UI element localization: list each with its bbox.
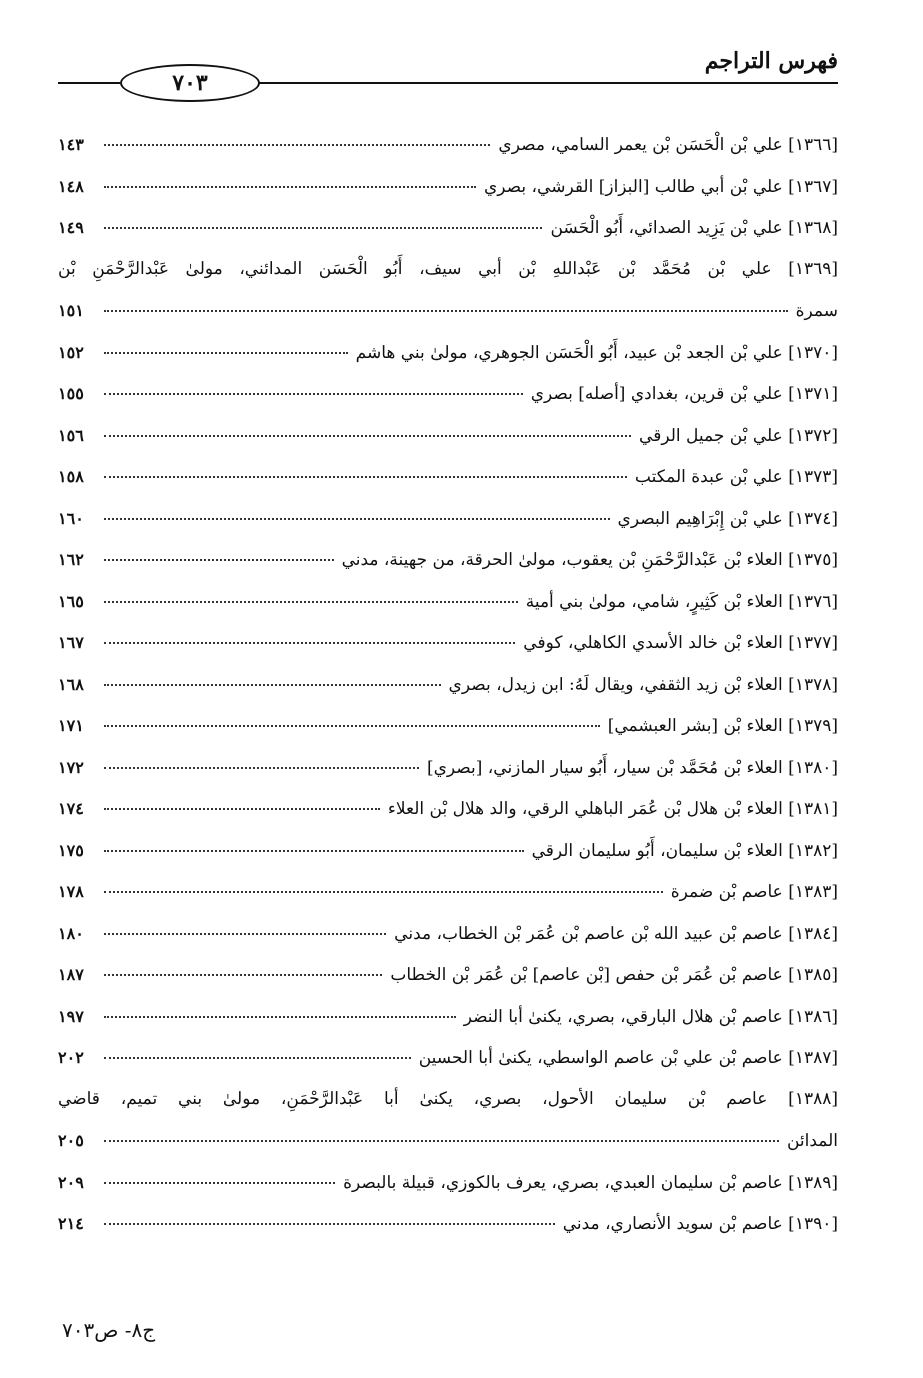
index-entry [58,124,838,166]
entry-text: [١٣٨٣] عاصم بْن ضمرة [670,882,838,902]
entry-page: ٢٠٩ [58,1172,84,1192]
dot-leader [104,601,518,603]
index-entry [58,539,838,581]
index-entry [58,664,838,706]
index-entry [58,913,838,955]
entry-page: ١٤٣ [58,135,84,154]
entry-text: [١٣٧٦] العلاء بْن كَثِيرٍ، شامي، مولىٰ بني أمية [525,591,838,612]
entry-page: ١٥٢ [58,342,84,362]
dot-leader [104,518,610,520]
dot-leader [104,559,334,561]
index-entry [58,996,838,1038]
entry-text: [١٣٨٨] عاصم بْن سليمان الأحول، بصري، يكنىٰ أبا عَبْدالرَّحْمَنِ، مولىٰ بني تميم، قاضي [58,1088,838,1109]
index-entry [58,705,838,747]
entry-page: ١٧٢ [58,757,84,777]
entry-text: [١٣٧٧] العلاء بْن خالد الأسدي الكاهلي، كوفي [523,633,838,653]
entry-text: [١٣٦٨] علي بْن يَزِيد الصدائي، أَبُو الْحَسَن [550,218,838,238]
entry-text: [١٣٨٦] عاصم بْن هلال البارقي، بصري، يكنىٰ أبا النضر [463,1006,838,1027]
header-rule [198,82,838,84]
entry-page: ١٦٥ [58,591,84,611]
entry-page: ١٨٧ [58,965,84,984]
entry-page: ٢١٤ [58,1214,84,1233]
entry-text: [١٣٧٩] العلاء بْن [بشر العبشمي] [607,716,838,736]
entry-text: [١٣٧٣] علي بْن عبدة المكتب [634,467,838,487]
dot-leader [104,435,631,437]
entry-text: [١٣٦٧] علي بْن أبي طالب [البزاز] القرشي، بصري [483,176,838,197]
entry-text: [١٣٧٠] علي بْن الجعد بْن عبيد، أَبُو الْحَسَن الجوهري، مولىٰ بني هاشم [355,342,838,363]
dot-leader [104,1140,779,1142]
entry-page: ١٦٨ [58,674,84,694]
index-entry [58,871,838,913]
dot-leader [104,933,386,935]
entry-page: ١٧٤ [58,799,84,818]
entry-text: [١٣٨٩] عاصم بْن سليمان العبدي، بصري، يعرف بالكوزي، قبيلة بالبصرة [343,1172,838,1193]
entry-page: ١٧٥ [58,840,84,860]
entry-page: ١٥٥ [58,384,84,403]
dot-leader [104,393,523,395]
entry-page: ١٥٨ [58,467,84,486]
index-entry [58,954,838,996]
entry-page: ١٨٠ [58,923,84,943]
index-entry [58,415,838,457]
biography-index-list [58,124,838,1245]
index-entry [58,1203,838,1245]
index-entry [58,1079,838,1162]
entry-text: [١٣٧٤] علي بْن إِبْرَاهِيم البصري [617,508,838,529]
index-entry [58,456,838,498]
entry-page: ١٦٠ [58,508,84,528]
index-entry [58,207,838,249]
dot-leader [104,808,380,810]
entry-page: ١٥١ [58,301,84,320]
index-entry [58,498,838,540]
entry-text-continued: سمرة [795,301,838,321]
index-entry [58,830,838,872]
dot-leader [104,227,542,229]
dot-leader [104,1223,555,1225]
entry-text: [١٣٧٨] العلاء بْن زيد الثقفي، ويقال لَهُ: ابن زيدل، بصري [448,674,838,695]
page-number: ٧٠٣ [172,70,208,96]
dot-leader [104,310,788,312]
dot-leader [104,725,600,727]
dot-leader [104,642,515,644]
entry-page: ١٦٧ [58,633,84,652]
entry-text: [١٣٦٦] علي بْن الْحَسَن بْن يعمر السامي، مصري [498,135,838,155]
entry-text: [١٣٨٤] عاصم بْن عبيد الله بْن عاصم بْن عُمَر بْن الخطاب، مدني [394,923,838,944]
index-entry [58,622,838,664]
dot-leader [104,1182,335,1184]
entry-page: ١٤٨ [58,176,84,196]
dot-leader [104,850,524,852]
dot-leader [104,1057,411,1059]
page-number-oval [120,64,260,102]
entry-text: [١٣٨١] العلاء بْن هلال بْن عُمَر الباهلي الرقي، والد هلال بْن العلاء [387,799,838,819]
entry-text: [١٣٧٢] علي بْن جميل الرقي [639,425,838,446]
dot-leader [104,767,419,769]
entry-text: [١٣٧١] علي بْن قرين، بغدادي [أصله] بصري [530,384,838,404]
entry-text: [١٣٨٥] عاصم بْن عُمَر بْن حفص [بْن عاصم] بْن عُمَر بْن الخطاب [390,965,838,985]
entry-page: ١٤٩ [58,218,84,237]
page-signature: ج٨- ص٧٠٣ [62,1318,156,1342]
index-entry [58,166,838,208]
index-entry [58,373,838,415]
entry-text: [١٣٩٠] عاصم بْن سويد الأنصاري، مدني [562,1214,838,1234]
index-entry [58,1162,838,1204]
dot-leader [104,684,441,686]
entry-text: [١٣٨٠] العلاء بْن مُحَمَّد بْن سيار، أَبُو سيار المازني، [بصري] [426,757,838,778]
entry-page: ١٩٧ [58,1006,84,1026]
dot-leader [104,144,490,146]
entry-page: ١٥٦ [58,425,84,445]
entry-text: [١٣٦٩] علي بْن مُحَمَّد بْن عَبْداللهِ بْن أبي سيف، أَبُو الْحَسَن المدائني، مولىٰ عَبْدالرَّحْمَنِ بْن [58,258,838,279]
entry-page: ١٧١ [58,716,84,735]
entry-page: ٢٠٢ [58,1048,84,1067]
entry-text-continued: المدائن [786,1131,838,1151]
index-entry [58,788,838,830]
entry-page: ٢٠٥ [58,1131,84,1150]
index-entry [58,249,838,332]
entry-text: [١٣٨٧] عاصم بْن علي بْن عاصم الواسطي، يكنىٰ أبا الحسين [418,1048,838,1068]
section-title: فهرس التراجم [704,48,838,74]
index-entry [58,1037,838,1079]
entry-text: [١٣٨٢] العلاء بْن سليمان، أَبُو سليمان الرقي [531,840,838,861]
index-entry [58,332,838,374]
dot-leader [104,1016,456,1018]
dot-leader [104,352,348,354]
dot-leader [104,974,382,976]
dot-leader [104,476,627,478]
index-entry [58,581,838,623]
page-header [58,44,838,100]
entry-text: [١٣٧٥] العلاء بْن عَبْدالرَّحْمَنِ بْن يعقوب، مولىٰ الحرقة، من جهينة، مدني [341,550,838,570]
entry-page: ١٦٢ [58,550,84,569]
index-entry [58,747,838,789]
entry-page: ١٧٨ [58,882,84,901]
dot-leader [104,186,476,188]
dot-leader [104,891,663,893]
